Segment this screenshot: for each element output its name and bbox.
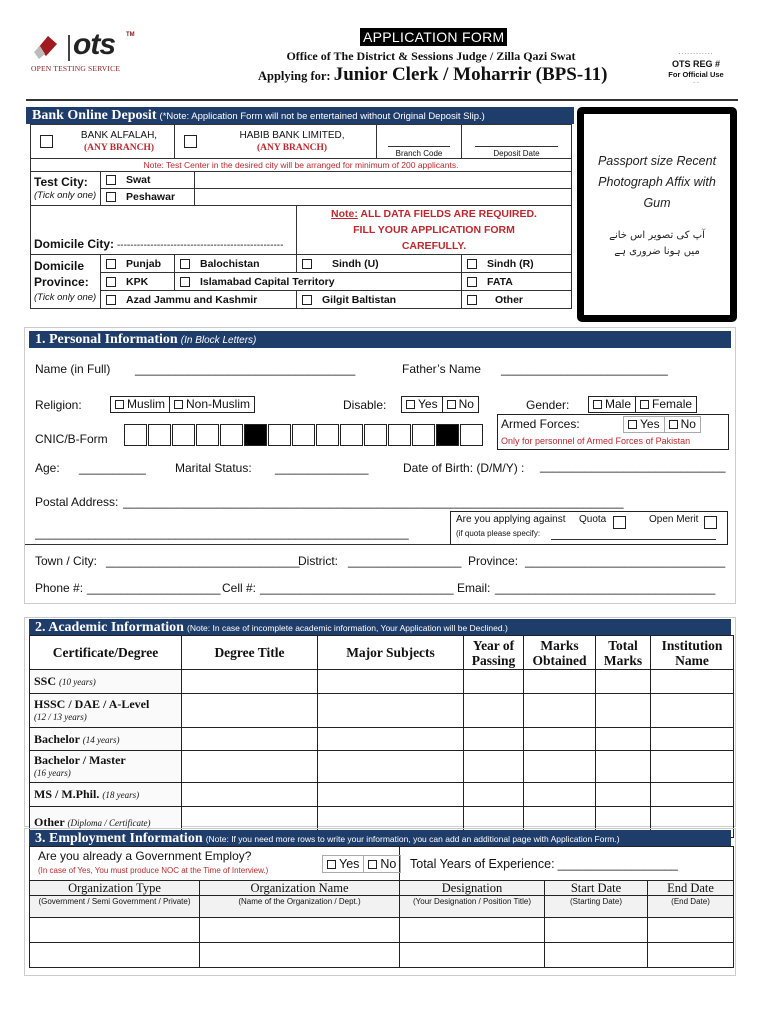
degree-name: MS / M.Phil.: [34, 787, 100, 801]
province-option-ajk[interactable]: [101, 291, 297, 309]
employment-cell[interactable]: [30, 918, 200, 943]
quota-specify-input[interactable]: [551, 539, 716, 540]
employment-cell[interactable]: [400, 943, 545, 968]
column-header: Designation: [400, 881, 545, 896]
reg-label: OTS REG #: [671, 59, 720, 69]
column-hint: (Starting Date): [545, 896, 648, 918]
disable-label: Disable:: [343, 398, 387, 412]
checkbox[interactable]: [406, 400, 415, 409]
degree-duration: (16 years): [34, 768, 71, 778]
province-label: Province:: [468, 554, 519, 568]
bank-note: (*Note: Application Form will not be entertained without Original Deposit Slip.): [159, 111, 485, 122]
logo-subtitle: OPEN TESTING SERVICE: [31, 64, 121, 73]
experience-input[interactable]: __________________: [557, 856, 678, 871]
deposit-date-field[interactable]: [462, 125, 572, 159]
form-title: APPLICATION FORM: [360, 28, 507, 46]
academic-cell[interactable]: [318, 783, 464, 807]
checkbox[interactable]: [467, 259, 477, 269]
option-label: Yes: [339, 856, 360, 871]
academic-row-label: [30, 783, 182, 807]
academic-cell[interactable]: [464, 728, 524, 751]
column-header: Marks Obtained: [524, 636, 596, 670]
degree-duration: (14 years): [82, 734, 120, 745]
cnic-label: CNIC/B-Form: [35, 432, 108, 446]
cnic-digit[interactable]: [148, 424, 171, 446]
option-label: Yes: [418, 397, 438, 411]
employment-cell[interactable]: [200, 943, 400, 968]
personal-header-bar: [29, 331, 731, 348]
required-note: [297, 206, 572, 255]
option-label: Gilgit Baltistan: [322, 293, 397, 306]
option-label: Other: [495, 293, 524, 306]
religion-non-muslim[interactable]: [170, 397, 254, 412]
option-label: Swat: [126, 174, 151, 186]
disable-options: [401, 396, 479, 413]
cnic-digit[interactable]: [220, 424, 243, 446]
academic-row: [30, 694, 734, 728]
checkbox[interactable]: [467, 277, 477, 287]
degree-duration: (Diploma / Certificate): [67, 817, 151, 828]
armed-forces-box: [497, 414, 729, 450]
checkbox[interactable]: [115, 400, 124, 409]
employment-cell[interactable]: [400, 918, 545, 943]
employment-cell[interactable]: [648, 943, 734, 968]
option-label: Punjab: [126, 257, 162, 270]
academic-cell[interactable]: [524, 783, 596, 807]
phone-label: Phone #:: [35, 581, 84, 595]
town-label: Town / City:: [35, 554, 98, 568]
note-line2: FILL YOUR APPLICATION FORM: [353, 224, 515, 236]
academic-row: [30, 670, 734, 694]
religion-options: [110, 396, 255, 413]
checkbox[interactable]: [180, 259, 190, 269]
checkbox[interactable]: [302, 295, 312, 305]
column-hint: (Government / Semi Government / Private): [30, 896, 200, 918]
academic-info-section: [24, 617, 736, 827]
armed-no[interactable]: [665, 417, 700, 432]
option-label: Muslim: [127, 397, 165, 411]
cnic-digit[interactable]: [172, 424, 195, 446]
province-input[interactable]: ______________________________: [525, 554, 726, 568]
checkbox[interactable]: [467, 295, 477, 305]
employment-cell[interactable]: [545, 943, 648, 968]
degree-name: HSSC / DAE / A-Level: [34, 697, 150, 711]
employment-header-bar: [29, 830, 731, 847]
option-label: Female: [652, 397, 693, 411]
dob-label: Date of Birth: (D/M/Y) :: [403, 461, 525, 475]
cell-label: Cell #:: [222, 581, 257, 595]
personal-info-section: [24, 327, 736, 604]
column-header: Degree Title: [182, 636, 318, 670]
employment-cell[interactable]: [200, 918, 400, 943]
armed-yes[interactable]: [624, 417, 665, 432]
academic-cell[interactable]: [182, 694, 318, 728]
bank-branch: (ANY BRANCH): [83, 142, 155, 153]
checkbox-alfalah[interactable]: [40, 135, 53, 148]
checkbox[interactable]: [106, 259, 116, 269]
option-label: No: [380, 856, 397, 871]
province-option-punjab[interactable]: [101, 255, 175, 273]
open-merit-checkbox[interactable]: [704, 516, 717, 529]
logo-trademark: TM: [126, 32, 135, 38]
academic-cell[interactable]: [651, 694, 734, 728]
district-label: District:: [298, 554, 338, 568]
academic-cell[interactable]: [651, 751, 734, 783]
gender-male[interactable]: [589, 397, 636, 412]
bank-name: BANK ALFALAH,: [80, 129, 158, 141]
district-input[interactable]: _________________: [348, 554, 462, 568]
cnic-boxes: [124, 424, 484, 446]
branch-code-label: Branch Code: [395, 149, 443, 158]
option-label: Male: [605, 397, 632, 411]
academic-cell[interactable]: [318, 728, 464, 751]
deposit-date-label: Deposit Date: [493, 149, 540, 158]
academic-note: (Note: In case of incomplete academic information, Your Application will be Declined.): [187, 623, 508, 633]
checkbox[interactable]: [447, 400, 456, 409]
test-city-hint: (Tick only one): [34, 189, 97, 201]
checkbox[interactable]: [669, 420, 678, 429]
postal-address-input-2[interactable]: ________________________________________________________: [35, 526, 409, 540]
column-header: Organization Name: [200, 881, 400, 896]
column-hint: (Name of the Organization / Dept.): [200, 896, 400, 918]
applying-for-label: Applying for:: [258, 69, 331, 83]
cnic-digit[interactable]: [412, 424, 435, 446]
gov-employ-yes[interactable]: [323, 856, 364, 872]
checkbox[interactable]: [106, 295, 116, 305]
reg-dots-2: . .: [693, 78, 699, 85]
checkbox[interactable]: [640, 400, 649, 409]
test-center-note: Note: Test Center in the desired city will be arranged for minimum of 200 applicants.: [31, 159, 572, 172]
academic-header-row: [30, 636, 734, 670]
degree-duration: (10 years): [59, 677, 96, 687]
armed-forces-note: Only for personnel of Armed Forces of Pakistan: [501, 436, 691, 446]
cell-input[interactable]: _____________________________: [260, 581, 454, 595]
gov-employ-options: [322, 855, 401, 873]
option-label: Non-Muslim: [186, 397, 251, 411]
marital-status-input[interactable]: ______________: [275, 461, 369, 475]
test-city-label-cell: [31, 172, 101, 206]
test-city-label: Test City:: [34, 174, 88, 189]
domicile-city-field[interactable]: [31, 206, 297, 255]
test-city-blank: [195, 189, 572, 206]
academic-row: [30, 783, 734, 807]
gov-employ-question-cell: [30, 847, 400, 881]
urdu-line-2: میں ہونا ضروری ہے: [614, 246, 700, 257]
academic-cell[interactable]: [651, 728, 734, 751]
academic-cell[interactable]: [182, 783, 318, 807]
name-label: Name (in Full): [35, 362, 111, 376]
checkbox[interactable]: [106, 277, 116, 287]
academic-cell[interactable]: [524, 670, 596, 694]
bank-header-bar: [26, 107, 574, 124]
employment-table: [29, 846, 734, 968]
cnic-digit[interactable]: [268, 424, 291, 446]
employment-title: 3. Employment Information: [35, 831, 203, 846]
column-header: Organization Type: [30, 881, 200, 896]
cnic-digit[interactable]: [340, 424, 363, 446]
academic-row-label: [30, 751, 182, 783]
cnic-digit[interactable]: [292, 424, 315, 446]
applying-for: [258, 64, 607, 86]
age-input[interactable]: __________: [79, 461, 146, 475]
option-label: KPK: [126, 275, 149, 288]
academic-cell[interactable]: [524, 694, 596, 728]
employment-cell[interactable]: [545, 918, 648, 943]
phone-input[interactable]: ____________________: [87, 581, 221, 595]
religion-muslim[interactable]: [111, 397, 170, 412]
column-header: Institution Name: [651, 636, 734, 670]
checkbox[interactable]: [302, 259, 312, 269]
quota-question: Are you applying against: [456, 514, 566, 525]
province-option-sindh-u[interactable]: [297, 255, 462, 273]
academic-cell[interactable]: [318, 694, 464, 728]
checkbox[interactable]: [593, 400, 602, 409]
logo-word: ots: [73, 28, 115, 61]
academic-row-label: [30, 694, 182, 728]
postal-address-input[interactable]: ___________________________________________________________________________: [123, 495, 624, 509]
option-label: Yes: [640, 417, 660, 431]
urdu-line-1: آپ کی تصویر اس خانے: [609, 230, 705, 241]
checkbox[interactable]: [180, 277, 190, 287]
column-header: Major Subjects: [318, 636, 464, 670]
quota-label: Quota: [579, 514, 607, 525]
bank-option-alfalah[interactable]: [31, 125, 175, 159]
marital-status-label: Marital Status:: [175, 461, 252, 475]
test-city-option-swat[interactable]: [101, 172, 195, 189]
academic-cell[interactable]: [596, 751, 651, 783]
cnic-digit[interactable]: [196, 424, 219, 446]
bank-section: [26, 107, 574, 317]
province-option-other[interactable]: [462, 291, 572, 309]
gender-options: [588, 396, 697, 413]
option-label: Islamabad Capital Territory: [200, 275, 335, 288]
option-label: Balochistan: [200, 257, 260, 270]
cnic-digit[interactable]: [364, 424, 387, 446]
column-header: Year of Passing: [464, 636, 524, 670]
disable-yes[interactable]: [402, 397, 443, 412]
gov-employ-note: (In case of Yes, You must produce NOC at the Time of Interview.): [38, 866, 269, 875]
academic-cell[interactable]: [464, 670, 524, 694]
province-label-1: Domicile: [34, 258, 85, 273]
academic-cell[interactable]: [182, 670, 318, 694]
note-prefix: Note:: [331, 208, 358, 220]
degree-name: Bachelor: [34, 731, 80, 746]
column-hint: (Your Designation / Position Title): [400, 896, 545, 918]
column-header: Start Date: [545, 881, 648, 896]
province-option-balochistan[interactable]: [175, 255, 297, 273]
checkbox[interactable]: [368, 860, 377, 869]
province-option-sindh-r[interactable]: [462, 255, 572, 273]
degree-duration: (12 / 13 years): [34, 712, 87, 722]
armed-forces-options: [623, 416, 701, 433]
academic-cell[interactable]: [596, 783, 651, 807]
option-label: Azad Jammu and Kashmir: [126, 293, 258, 306]
degree-name: SSC: [34, 674, 57, 688]
academic-cell[interactable]: [524, 751, 596, 783]
armed-forces-label: Armed Forces:: [501, 417, 580, 431]
checkbox[interactable]: [327, 860, 336, 869]
test-city-option-peshawar[interactable]: [101, 189, 195, 206]
name-input[interactable]: _________________________________: [135, 362, 356, 376]
academic-cell[interactable]: [596, 694, 651, 728]
academic-cell[interactable]: [182, 751, 318, 783]
province-option-gb[interactable]: [297, 291, 462, 309]
province-option-fata[interactable]: [462, 273, 572, 291]
checkbox[interactable]: [628, 420, 637, 429]
bank-branch: (ANY BRANCH): [256, 142, 328, 153]
province-option-ict[interactable]: [175, 273, 462, 291]
personal-subtitle: (In Block Letters): [180, 335, 257, 346]
academic-header-bar: [29, 619, 731, 636]
academic-title: 2. Academic Information: [35, 620, 184, 635]
age-label: Age:: [35, 461, 60, 475]
academic-row-label: [30, 728, 182, 751]
employment-info-section: [24, 828, 736, 976]
checkbox[interactable]: [106, 175, 116, 185]
email-input[interactable]: _________________________________: [495, 581, 716, 595]
academic-cell[interactable]: [596, 728, 651, 751]
bank-table: [30, 124, 572, 309]
quota-specify-label: (if quota please specify:: [456, 529, 541, 538]
bank-option-hbl[interactable]: [175, 125, 377, 159]
checkbox[interactable]: [174, 400, 183, 409]
province-hint: (Tick only one): [34, 291, 97, 303]
employment-cell[interactable]: [648, 918, 734, 943]
office-title: Office of The District & Sessions Judge / Zilla Qazi Swat: [286, 49, 576, 63]
branch-code-field[interactable]: [377, 125, 462, 159]
academic-row: [30, 728, 734, 751]
quota-box: [450, 511, 728, 545]
postal-address-label: Postal Address:: [35, 495, 119, 509]
cnic-separator: [436, 424, 459, 446]
reg-official-use: For Official Use: [668, 70, 724, 79]
cnic-digit[interactable]: [316, 424, 339, 446]
academic-cell[interactable]: [318, 751, 464, 783]
town-input[interactable]: _____________________________: [106, 554, 300, 568]
experience-label: Total Years of Experience:: [410, 856, 555, 871]
cnic-digit[interactable]: [124, 424, 147, 446]
experience-cell[interactable]: [400, 847, 734, 881]
father-name-label: Father’s Name: [402, 362, 481, 376]
address-rule: [25, 544, 450, 545]
column-header: Total Marks: [596, 636, 651, 670]
reg-dots: ............: [678, 49, 714, 56]
academic-cell[interactable]: [182, 728, 318, 751]
religion-label: Religion:: [35, 398, 82, 412]
employment-cell[interactable]: [30, 943, 200, 968]
dob-input[interactable]: _____________________________: [540, 461, 726, 473]
employment-row: [30, 943, 734, 968]
academic-row: [30, 751, 734, 783]
academic-cell[interactable]: [596, 670, 651, 694]
ots-reg-block: [652, 50, 740, 84]
quota-checkbox[interactable]: [613, 516, 626, 529]
academic-cell[interactable]: [464, 751, 524, 783]
academic-row-label: [30, 670, 182, 694]
degree-duration: (18 years): [102, 790, 140, 800]
option-label: Sindh (R): [487, 257, 534, 270]
gov-employ-question: Are you already a Government Employ?: [38, 849, 252, 863]
father-name-input[interactable]: _________________________: [501, 362, 668, 376]
note-line3: CAREFULLY.: [401, 240, 467, 252]
gender-female[interactable]: [636, 397, 696, 412]
academic-cell[interactable]: [651, 670, 734, 694]
personal-title: 1. Personal Information: [35, 332, 178, 347]
disable-no[interactable]: [443, 397, 478, 412]
cnic-digit[interactable]: [388, 424, 411, 446]
gov-employ-no[interactable]: [364, 856, 400, 872]
province-option-kpk[interactable]: [101, 273, 175, 291]
domicile-city-label: Domicile City:: [34, 237, 115, 251]
academic-cell[interactable]: [524, 728, 596, 751]
academic-cell[interactable]: [651, 783, 734, 807]
option-label: Sindh (U): [332, 257, 379, 270]
email-label: Email:: [457, 581, 491, 595]
academic-table: [29, 635, 734, 838]
column-header: Certificate/Degree: [30, 636, 182, 670]
bank-title: Bank Online Deposit: [32, 108, 157, 123]
academic-cell[interactable]: [464, 783, 524, 807]
option-label: Peshawar: [126, 191, 176, 203]
column-header: End Date: [648, 881, 734, 896]
bank-name: HABIB BANK LIMITED,: [239, 129, 345, 141]
domicile-province-label-cell: [31, 255, 101, 309]
note-line1: ALL DATA FIELDS ARE REQUIRED.: [357, 208, 537, 220]
gender-label: Gender:: [526, 398, 570, 412]
photo-instructions: Passport size Recent Photograph Affix with Gum: [597, 154, 717, 210]
option-label: No: [458, 397, 474, 411]
photo-urdu-instructions: [584, 228, 730, 260]
province-label-2: Province:: [34, 274, 89, 289]
checkbox[interactable]: [106, 192, 116, 202]
cnic-digit[interactable]: [460, 424, 483, 446]
column-hint: (End Date): [648, 896, 734, 918]
employment-row: [30, 918, 734, 943]
post-title: Junior Clerk / Moharrir (BPS-11): [333, 64, 608, 85]
domicile-city-value: --------------------------------------------------: [116, 240, 284, 251]
cnic-separator: [244, 424, 267, 446]
header-rule: [26, 99, 738, 101]
checkbox-hbl[interactable]: [184, 135, 197, 148]
degree-name: Other: [34, 814, 65, 829]
test-city-blank: [195, 172, 572, 189]
open-merit-label: Open Merit: [649, 514, 699, 525]
degree-name: Bachelor / Master: [34, 753, 126, 767]
academic-cell[interactable]: [464, 694, 524, 728]
photo-box[interactable]: [577, 107, 737, 322]
option-label: No: [680, 417, 696, 431]
employment-note: (Note: If you need more rows to write your information, you can add an additional page with Application Form.): [205, 834, 620, 844]
academic-cell[interactable]: [318, 670, 464, 694]
option-label: FATA: [487, 275, 513, 288]
